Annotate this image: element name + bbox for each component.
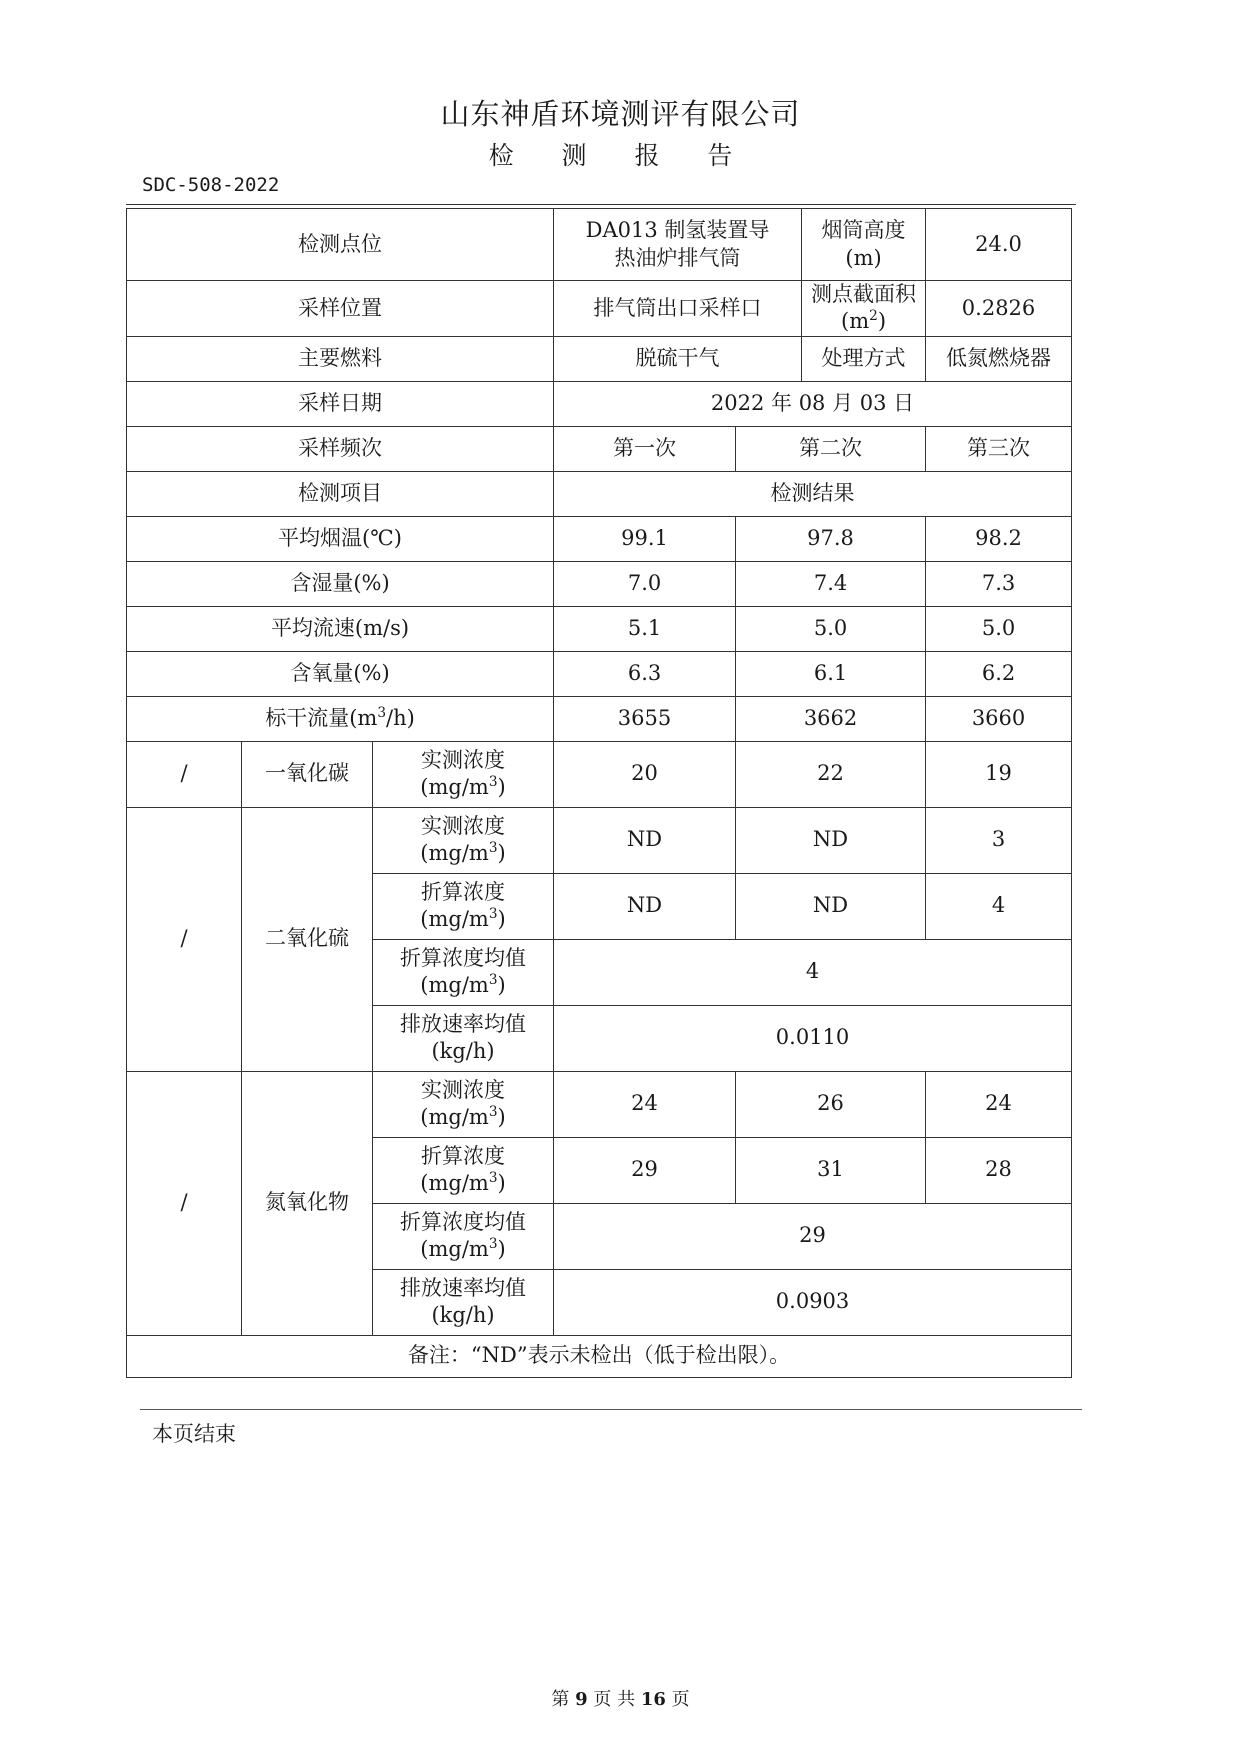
row-date — [127, 381, 1072, 426]
frequency-3: 第三次 — [926, 426, 1072, 471]
co-measured-label-text: 实测浓度 — [421, 747, 506, 772]
so2-converted-label-text: 折算浓度 — [421, 879, 506, 904]
row-frequency — [127, 426, 1072, 471]
flow-label — [127, 696, 554, 741]
nox-measured-value: 24 — [926, 1071, 1072, 1137]
param-value: 5.1 — [554, 606, 736, 651]
param-value: 7.4 — [736, 561, 926, 606]
conc-unit: (mg/m — [420, 775, 489, 800]
page-current: 9 — [575, 1689, 588, 1710]
point-value-line2: 热油炉排气筒 — [614, 245, 741, 270]
param-value: 6.3 — [554, 651, 736, 696]
flow-label-sup: 3 — [377, 704, 387, 721]
sampling-location-value: 排气筒出口采样口 — [554, 281, 802, 337]
nox-rate-avg-label — [373, 1269, 554, 1335]
flow-value: 3655 — [554, 696, 736, 741]
row-nox-measured — [127, 1071, 1072, 1137]
flow-label-text: 标干流量(m — [265, 705, 378, 730]
nox-measured-value: 26 — [736, 1071, 926, 1137]
param-value: 5.0 — [736, 606, 926, 651]
conc-unit: (mg/m — [420, 841, 489, 866]
conc-unit-end: ) — [497, 775, 506, 800]
treatment-value: 低氮燃烧器 — [926, 336, 1072, 381]
page-total: 16 — [640, 1689, 666, 1710]
page-prefix: 第 — [551, 1689, 570, 1710]
so2-rate-avg-label — [373, 1005, 554, 1071]
so2-rate-avg-label-text: 排放速率均值 — [400, 1011, 527, 1036]
section-area-label — [802, 281, 926, 337]
co-value: 20 — [554, 741, 736, 807]
conc-unit: (mg/m — [420, 1105, 489, 1130]
so2-name: 二氧化硫 — [242, 807, 373, 1071]
result-label: 检测结果 — [554, 471, 1072, 516]
note: 备注：“ND”表示未检出（低于检出限）。 — [127, 1335, 1072, 1377]
conc-unit-sup: 3 — [488, 1170, 498, 1187]
frequency-1: 第一次 — [554, 426, 736, 471]
treatment-label: 处理方式 — [802, 336, 926, 381]
conc-unit-sup: 3 — [488, 906, 498, 923]
param-label: 含湿量(%) — [127, 561, 554, 606]
param-value: 99.1 — [554, 516, 736, 561]
section-area-label-sup: 2 — [869, 308, 878, 325]
date-value: 2022 年 08 月 03 日 — [554, 381, 1072, 426]
row-param — [127, 561, 1072, 606]
param-value: 5.0 — [926, 606, 1072, 651]
flow-value: 3662 — [736, 696, 926, 741]
conc-unit: (mg/m — [420, 973, 489, 998]
page-suffix: 页 — [671, 1689, 690, 1710]
conc-unit-end: ) — [497, 907, 506, 932]
document-number: SDC-508-2022 — [142, 174, 280, 196]
frequency-2: 第二次 — [736, 426, 926, 471]
conc-unit-sup: 3 — [488, 972, 498, 989]
so2-converted-label — [373, 873, 554, 939]
nox-rate-avg-label-text: 排放速率均值 — [400, 1275, 527, 1300]
so2-measured-label-text: 实测浓度 — [421, 813, 506, 838]
so2-measured-value: ND — [736, 807, 926, 873]
param-value: 97.8 — [736, 516, 926, 561]
nox-converted-avg-value: 29 — [554, 1203, 1072, 1269]
conc-unit-end: ) — [497, 973, 506, 998]
so2-rate-avg-value: 0.0110 — [554, 1005, 1072, 1071]
nox-name: 氮氧化物 — [242, 1071, 373, 1335]
param-label: 平均烟温(℃) — [127, 516, 554, 561]
section-area-label-text: 测点截面积(m — [811, 282, 917, 334]
point-label: 检测点位 — [127, 209, 554, 281]
so2-converted-avg-label — [373, 939, 554, 1005]
co-name: 一氧化碳 — [242, 741, 373, 807]
co-value: 22 — [736, 741, 926, 807]
nox-converted-avg-label — [373, 1203, 554, 1269]
row-param — [127, 516, 1072, 561]
row-note — [127, 1335, 1072, 1377]
section-area-label-end: ) — [877, 309, 887, 334]
row-param — [127, 651, 1072, 696]
company-name: 山东神盾环境测评有限公司 — [440, 97, 801, 131]
row-fuel — [127, 336, 1072, 381]
conc-unit-end: ) — [497, 841, 506, 866]
conc-unit: (mg/m — [420, 1171, 489, 1196]
so2-measured-value: ND — [554, 807, 736, 873]
nox-slash: / — [127, 1071, 242, 1335]
so2-converted-avg-label-text: 折算浓度均值 — [400, 945, 527, 970]
conc-unit: (mg/m — [420, 1237, 489, 1262]
stack-height-label: 烟筒高度(m) — [802, 209, 926, 281]
page-number — [0, 1685, 1241, 1711]
end-rule — [140, 1409, 1082, 1410]
param-label: 平均流速(m/s) — [127, 606, 554, 651]
nox-converted-avg-label-text: 折算浓度均值 — [400, 1209, 527, 1234]
row-param — [127, 606, 1072, 651]
nox-converted-value: 31 — [736, 1137, 926, 1203]
conc-unit-sup: 3 — [488, 774, 498, 791]
nox-converted-value: 28 — [926, 1137, 1072, 1203]
so2-slash: / — [127, 807, 242, 1071]
param-value: 6.1 — [736, 651, 926, 696]
param-value: 7.0 — [554, 561, 736, 606]
so2-converted-value: ND — [554, 873, 736, 939]
so2-measured-label — [373, 807, 554, 873]
frequency-label: 采样频次 — [127, 426, 554, 471]
nox-converted-value: 29 — [554, 1137, 736, 1203]
so2-converted-avg-value: 4 — [554, 939, 1072, 1005]
conc-unit-end: ) — [497, 1237, 506, 1262]
item-label: 检测项目 — [127, 471, 554, 516]
param-value: 6.2 — [926, 651, 1072, 696]
section-area-value: 0.2826 — [926, 281, 1072, 337]
param-label: 含氧量(%) — [127, 651, 554, 696]
so2-converted-value: 4 — [926, 873, 1072, 939]
co-slash: / — [127, 741, 242, 807]
row-sampling-location — [127, 281, 1072, 337]
conc-unit-sup: 3 — [488, 1236, 498, 1253]
rate-unit: (kg/h) — [431, 1039, 495, 1064]
row-so2-measured — [127, 807, 1072, 873]
flow-value: 3660 — [926, 696, 1072, 741]
so2-converted-value: ND — [736, 873, 926, 939]
point-value-line1: DA013 制氢装置导 — [585, 218, 770, 243]
conc-unit: (mg/m — [420, 907, 489, 932]
page-mid: 页 共 — [593, 1689, 636, 1710]
stack-height-value: 24.0 — [926, 209, 1072, 281]
date-label: 采样日期 — [127, 381, 554, 426]
header-rule — [126, 204, 1076, 205]
conc-unit-sup: 3 — [488, 1104, 498, 1121]
conc-unit-end: ) — [497, 1105, 506, 1130]
co-measured-label — [373, 741, 554, 807]
row-items-header — [127, 471, 1072, 516]
param-value: 7.3 — [926, 561, 1072, 606]
flow-label-end: /h) — [386, 705, 415, 730]
rate-unit: (kg/h) — [431, 1303, 495, 1328]
row-flow — [127, 696, 1072, 741]
row-point — [127, 209, 1072, 281]
fuel-label: 主要燃料 — [127, 336, 554, 381]
nox-converted-label — [373, 1137, 554, 1203]
nox-rate-avg-value: 0.0903 — [554, 1269, 1072, 1335]
sampling-location-label: 采样位置 — [127, 281, 554, 337]
row-co — [127, 741, 1072, 807]
fuel-value: 脱硫干气 — [554, 336, 802, 381]
nox-converted-label-text: 折算浓度 — [421, 1143, 506, 1168]
conc-unit-end: ) — [497, 1171, 506, 1196]
co-value: 19 — [926, 741, 1072, 807]
test-results-table — [126, 208, 1072, 1378]
nox-measured-value: 24 — [554, 1071, 736, 1137]
nox-measured-label — [373, 1071, 554, 1137]
conc-unit-sup: 3 — [488, 840, 498, 857]
point-value — [554, 209, 802, 281]
nox-measured-label-text: 实测浓度 — [421, 1077, 506, 1102]
param-value: 98.2 — [926, 516, 1072, 561]
report-title: 检 测 报 告 — [488, 141, 753, 170]
so2-measured-value: 3 — [926, 807, 1072, 873]
end-of-page-text: 本页结束 — [152, 1422, 236, 1446]
